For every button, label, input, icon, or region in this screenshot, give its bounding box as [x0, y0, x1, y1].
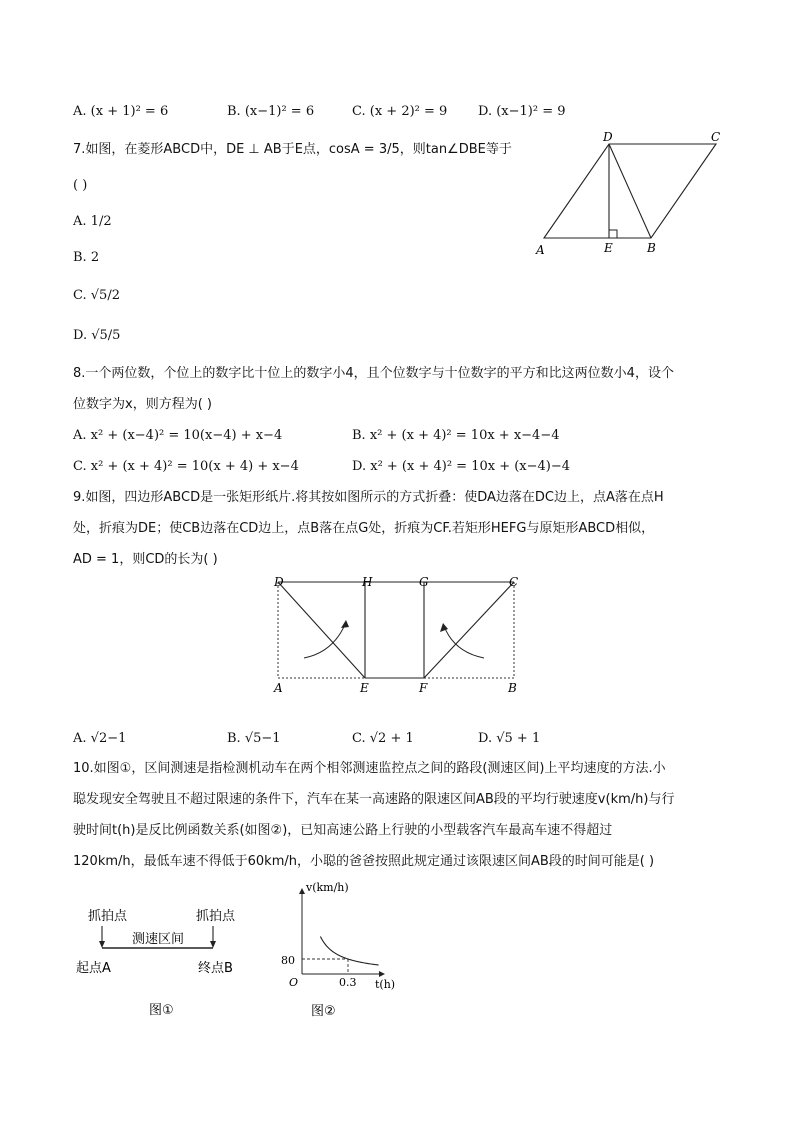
label-g: G [419, 575, 429, 589]
q8-option-c[interactable]: C. x² + (x + 4)² = 10(x + 4) + x−4 [73, 459, 299, 474]
q9-option-a[interactable]: A. √2−1 [73, 731, 127, 746]
fold-arrow-right [444, 626, 484, 658]
q6-option-a[interactable]: A. (x + 1)² = 6 [73, 104, 169, 119]
fold-arrow-left-head [341, 620, 349, 628]
q9-fold-figure [268, 572, 528, 697]
series-line-inverse-proportion [320, 937, 378, 966]
y-axis-arrowhead [299, 888, 305, 894]
origin-label: O [289, 976, 299, 989]
figure-2-caption: 图② [311, 1004, 336, 1019]
q9-stem-line1: 9.如图，四边形ABCD是一张矩形纸片.将其按如图所示的方式折叠：使DA边落在DC边上，点A落在点H [73, 490, 664, 505]
label-b: B [508, 681, 517, 695]
x-axis-label: t(h) [375, 978, 396, 991]
q9-option-b[interactable]: B. √5−1 [227, 731, 281, 746]
q7-option-c[interactable]: C. √5/2 [73, 288, 120, 303]
x-axis-arrowhead [379, 971, 385, 977]
fold-arrow-left [304, 622, 346, 658]
q7-rhombus-figure [530, 130, 730, 260]
q9-option-c[interactable]: C. √2 + 1 [352, 731, 414, 746]
segment-db [609, 144, 651, 238]
end-label: 终点B [198, 961, 233, 976]
label-a: A [274, 681, 283, 695]
right-capture-point-label: 抓拍点 [196, 909, 236, 924]
right-angle-mark [609, 230, 617, 238]
q7-option-d[interactable]: D. √5/5 [73, 328, 121, 343]
q8-stem-line1: 8.一个两位数，个位上的数字比十位上的数字小4，且个位数字与十位数字的平方和比这两位数小4，设个 [73, 366, 674, 381]
q8-stem-line2: 位数字为x，则方程为( ) [73, 397, 212, 412]
q10-stem-line4: 120km/h，最低车速不得低于60km/h，小聪的爸爸按照此规定通过该限速区间AB段的时间可能是( ) [73, 854, 655, 869]
q7-stem: 7.如图，在菱形ABCD中，DE ⊥ AB于E点，cosA = 3/5，则tan∠DBE等于 [73, 142, 512, 157]
label-a: A [536, 243, 545, 257]
q10-figure-2-chart [278, 878, 418, 1025]
q9-stem-line3: AD = 1，则CD的长为( ) [73, 552, 218, 567]
interval-label: 测速区间 [132, 932, 185, 947]
q8-option-d[interactable]: D. x² + (x + 4)² = 10x + (x−4)−4 [352, 459, 571, 474]
label-c: C [509, 575, 519, 589]
start-label: 起点A [76, 961, 111, 976]
figure-1-caption: 图① [149, 1003, 174, 1018]
q7-option-a[interactable]: A. 1/2 [73, 214, 112, 229]
q7-option-b[interactable]: B. 2 [73, 250, 100, 265]
q6-option-d[interactable]: D. (x−1)² = 9 [478, 104, 566, 119]
label-c: C [711, 130, 721, 144]
q10-stem-line1: 10.如图①，区间测速是指检测机动车在两个相邻测速监控点之间的路段(测速区间)上平均速度的方法.小 [73, 761, 666, 776]
left-capture-arrowhead [99, 941, 105, 948]
x-tick-0-3: 0.3 [339, 976, 357, 989]
q9-stem-line2: 处，折痕为DE；使CB边落在CD边上，点B落在点G处，折痕为CF.若矩形HEFG与原矩形ABCD相似， [73, 521, 655, 536]
label-d: D [274, 575, 284, 589]
label-e: E [604, 241, 613, 255]
left-capture-point-label: 抓拍点 [88, 909, 128, 924]
q10-stem-line2: 聪发现安全驾驶且不超过限速的条件下，汽车在某一高速路的限速区间AB段的平均行驶速度v(km/h)与行 [73, 792, 675, 807]
q9-option-d[interactable]: D. √5 + 1 [478, 731, 541, 746]
crease-cf [424, 582, 514, 678]
label-e: E [360, 681, 369, 695]
q6-option-b[interactable]: B. (x−1)² = 6 [227, 104, 315, 119]
q6-option-c[interactable]: C. (x + 2)² = 9 [352, 104, 448, 119]
label-h: H [362, 575, 373, 589]
q10-stem-line3: 驶时间t(h)是反比例函数关系(如图②)，已知高速公路上行驶的小型载客汽车最高车速不得超过 [73, 823, 613, 838]
right-capture-arrowhead [210, 941, 216, 948]
y-tick-80: 80 [281, 954, 295, 967]
q8-option-a[interactable]: A. x² + (x−4)² = 10(x−4) + x−4 [73, 428, 283, 443]
crease-de [278, 582, 365, 678]
label-d: D [603, 130, 613, 144]
label-b: B [647, 241, 656, 255]
q8-option-b[interactable]: B. x² + (x + 4)² = 10x + x−4−4 [352, 428, 560, 443]
q10-figure-1 [70, 900, 260, 1025]
label-f: F [419, 681, 428, 695]
q7-answer-paren: ( ) [73, 178, 88, 193]
y-axis-label: v(km/h) [306, 881, 349, 894]
fold-arrow-right-head [440, 623, 448, 632]
